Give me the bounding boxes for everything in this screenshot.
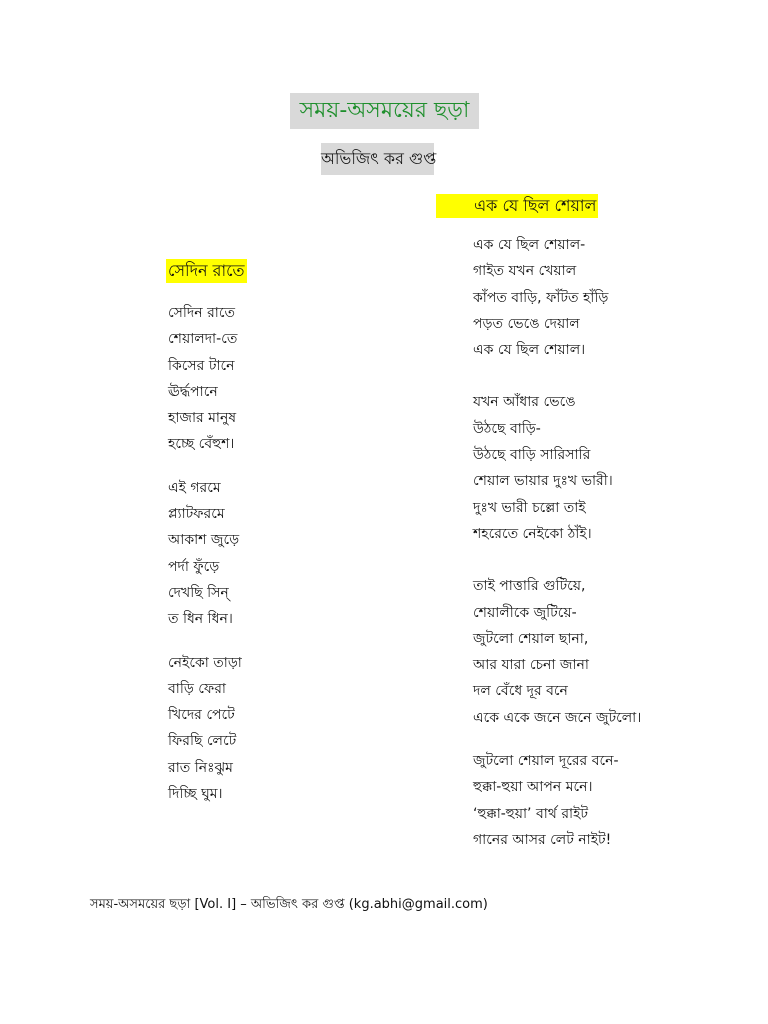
left-poem-stanza bbox=[168, 650, 242, 808]
left-poem bbox=[168, 300, 242, 824]
poem-line: ত ধিন ধিন। bbox=[168, 611, 233, 628]
poem-line: কাঁপত বাড়ি, ফাঁটত হাঁড়ি bbox=[473, 289, 609, 306]
poem-line: শেয়াল ভায়ার দুঃখ ভারী। bbox=[473, 473, 613, 490]
poem-line: দুঃখ ভারী চল্লো তাই bbox=[473, 499, 586, 516]
poem-line: পর্দা ফুঁড়ে bbox=[168, 558, 220, 575]
poem-line: দিচ্ছি ঘুম। bbox=[168, 786, 223, 803]
poem-line: খিদের পেটে bbox=[168, 707, 235, 724]
poem-line: হুক্কা-হুয়া আপন মনে। bbox=[473, 779, 593, 796]
left-poem-stanza bbox=[168, 300, 242, 458]
poem-line: তাই পাত্তারি গুটিয়ে, bbox=[473, 578, 586, 595]
page-footer: সময়-অসময়ের ছড়া [Vol. I] – অভিজিৎ কর গুপ্ত (kg.abhi@gmail.com) bbox=[90, 897, 488, 912]
poem-line: শহরেতে নেইকো ঠাঁই। bbox=[473, 525, 592, 542]
right-poem-stanza bbox=[473, 389, 641, 547]
poem-line: এই গরমে bbox=[168, 479, 221, 496]
left-poem-stanza bbox=[168, 475, 242, 633]
poem-line: উঠছে বাড়ি- bbox=[473, 420, 541, 437]
poem-line: শেয়ালদা-তে bbox=[168, 331, 238, 348]
poem-line: আর যারা চেনা জানা bbox=[473, 657, 589, 674]
poem-line: শেয়ালীকে জুটিয়ে- bbox=[473, 604, 577, 621]
poem-line: বাড়ি ফেরা bbox=[168, 680, 226, 697]
poem-line: উঠছে বাড়ি সারিসারি bbox=[473, 447, 591, 464]
poem-line: এক যে ছিল শেয়াল- bbox=[473, 237, 586, 253]
right-poem bbox=[473, 232, 641, 870]
poem-line: জুটলো শেয়াল ছানা, bbox=[473, 630, 589, 647]
poem-line: আকাশ জুড়ে bbox=[168, 532, 240, 549]
poem-line: রাত নিঃঝুম bbox=[168, 759, 233, 776]
poem-line: একে একে জনে জনে জুটলো। bbox=[473, 709, 642, 726]
poem-line: হচ্ছে বেঁহুশ। bbox=[168, 436, 235, 453]
right-poem-stanza bbox=[473, 748, 641, 853]
poem-line: এক যে ছিল শেয়াল। bbox=[473, 342, 586, 359]
poem-line: নেইকো তাড়া bbox=[168, 654, 242, 671]
poem-line: কিসের টানে bbox=[168, 357, 235, 374]
poem-line: দল বেঁধে দূর বনে bbox=[473, 683, 568, 700]
left-poem-heading: সেদিন রাতে bbox=[166, 259, 247, 283]
author-name: অভিজিৎ কর গুপ্ত bbox=[321, 143, 434, 175]
poem-line: সেদিন রাতে bbox=[168, 305, 235, 321]
poem-line: ফিরছি লেটে bbox=[168, 733, 237, 750]
poem-line: দেখছি সিন্ bbox=[168, 584, 229, 601]
poem-line: প্ল্যাটফরমে bbox=[168, 506, 225, 523]
poem-line: ‘হুক্কা-হুয়া’ বার্থ রাইট bbox=[473, 805, 588, 822]
poem-line: পড়ত ভেঙে দেয়াল bbox=[473, 315, 580, 332]
page-title: সময়-অসময়ের ছড়া bbox=[290, 93, 479, 129]
poem-line: হাজার মানুষ bbox=[168, 410, 237, 427]
poem-line: গানের আসর লেট নাইট! bbox=[473, 831, 612, 848]
right-poem-stanza bbox=[473, 232, 641, 363]
poem-line: যখন আঁধার ভেঙে bbox=[473, 394, 576, 411]
right-poem-stanza bbox=[473, 573, 641, 731]
right-poem-heading: এক যে ছিল শেয়াল bbox=[436, 194, 598, 218]
poem-line: গাইত যখন খেয়াল bbox=[473, 263, 577, 280]
poem-line: জুটলো শেয়াল দূরের বনে- bbox=[473, 753, 619, 770]
poem-line: ঊর্দ্ধপানে bbox=[168, 383, 218, 400]
